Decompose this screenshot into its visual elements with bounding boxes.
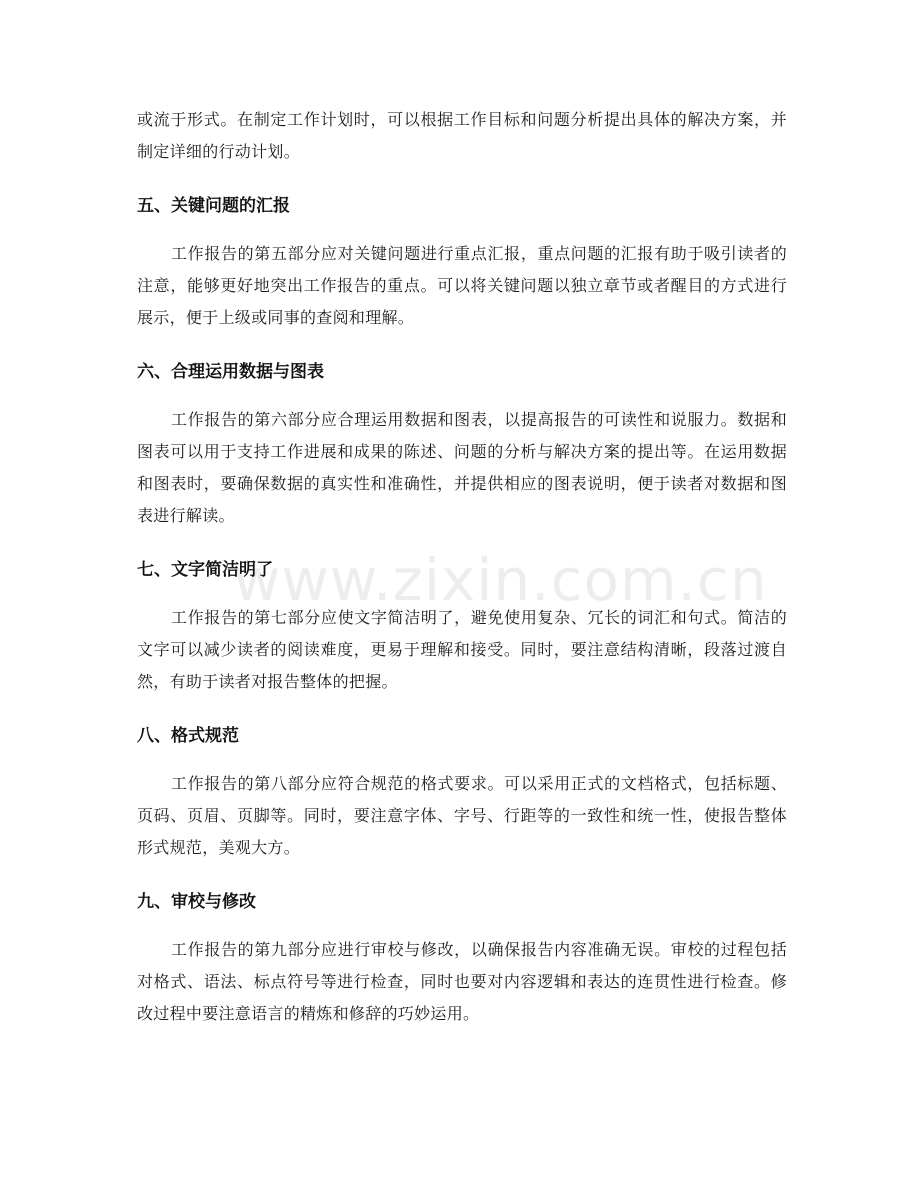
section-body-9: 工作报告的第九部分应进行审校与修改，以确保报告内容准确无误。审校的过程包括对格式、语法、标点符号等进行检查，同时也要对内容逻辑和表达的连贯性进行检查。修改过程中要注意语言的精炼和修辞的巧妙运用。: [137, 940, 787, 1023]
section-body-6: 工作报告的第六部分应合理运用数据和图表，以提高报告的可读性和说服力。数据和图表可以用于支持工作进展和成果的陈述、问题的分析与解决方案的提出等。在运用数据和图表时，要确保数据的真实性和准确性，并提供相应的图表说明，便于读者对数据和图表进行解读。: [137, 410, 787, 525]
section-body-8: 工作报告的第八部分应符合规范的格式要求。可以采用正式的文档格式，包括标题、页码、页眉、页脚等。同时，要注意字体、字号、行距等的一致性和统一性，使报告整体形式规范，美观大方。: [137, 774, 787, 857]
section-heading-7: 七、文字简洁明了: [137, 560, 273, 580]
section-heading-9: 九、审校与修改: [137, 892, 256, 912]
section-heading-6: 六、合理运用数据与图表: [137, 362, 324, 382]
document-body: [137, 104, 787, 1030]
watermark-text: www.zixin.com.cn: [233, 546, 768, 614]
section-body-7: 工作报告的第七部分应使文字简洁明了，避免使用复杂、冗长的词汇和句式。简洁的文字可以减少读者的阅读难度，更易于理解和接受。同时，要注意结构清晰，段落过渡自然，有助于读者对报告整体的把握。: [137, 608, 787, 691]
intro-paragraph: 或流于形式。在制定工作计划时，可以根据工作目标和问题分析提出具体的解决方案，并制定详细的行动计划。: [137, 110, 787, 161]
section-heading-5: 五、关键问题的汇报: [137, 196, 290, 216]
section-body-5: 工作报告的第五部分应对关键问题进行重点汇报，重点问题的汇报有助于吸引读者的注意，能够更好地突出工作报告的重点。可以将关键问题以独立章节或者醒目的方式进行展示，便于上级或同事的查阅和理解。: [137, 244, 787, 327]
section-heading-8: 八、格式规范: [137, 726, 239, 746]
